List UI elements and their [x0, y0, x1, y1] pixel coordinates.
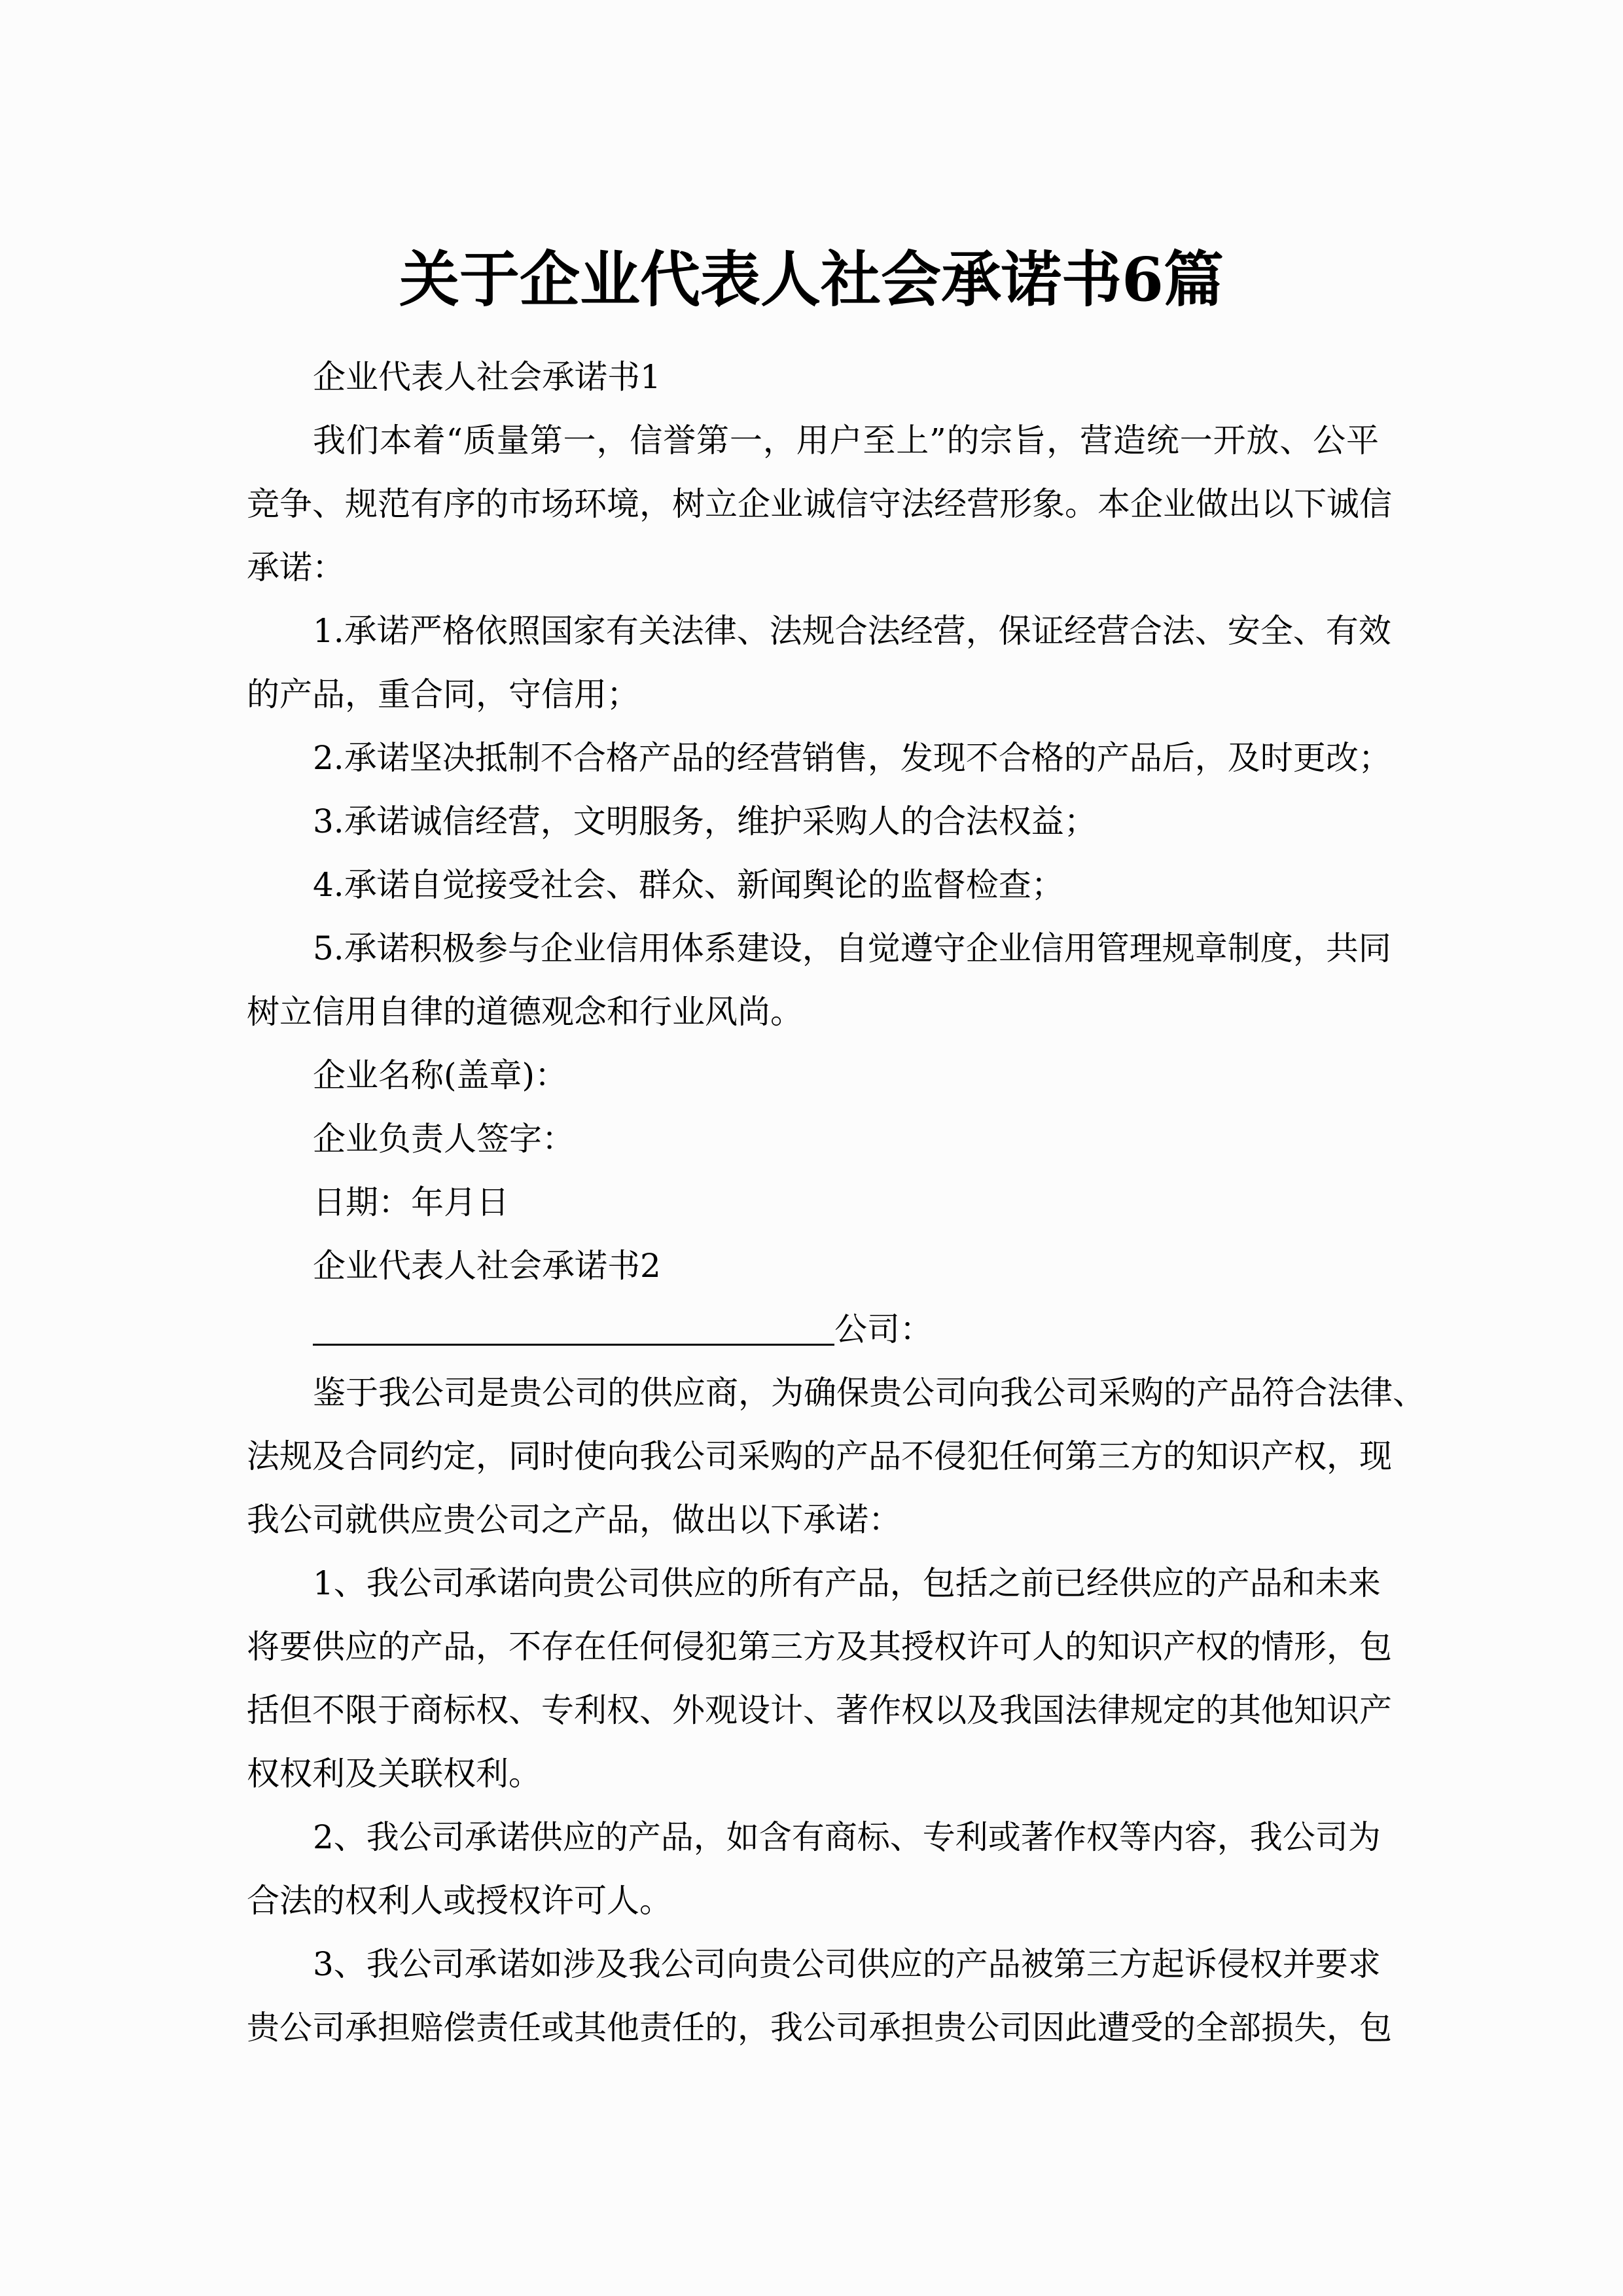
section-heading-1: 企业代表人社会承诺书1	[313, 358, 661, 396]
paragraph-line: 承诺：	[247, 548, 345, 586]
paragraph-line: 合法的权利人或授权许可人。	[247, 1882, 672, 1920]
commitment-item-4: 4.承诺自觉接受社会、群众、新闻舆论的监督检查；	[313, 866, 1064, 904]
commitment-item-1: 1、我公司承诺向贵公司供应的所有产品，包括之前已经供应的产品和未来	[313, 1564, 1381, 1602]
paragraph-line: 的产品，重合同，守信用；	[247, 675, 639, 713]
company-name-blank	[313, 1306, 834, 1346]
commitment-item-3: 3.承诺诚信经营，文明服务，维护采购人的合法权益；	[313, 802, 1097, 840]
company-name-seal-label: 企业名称(盖章)：	[313, 1056, 568, 1094]
paragraph-line: 法规及合同约定，同时使向我公司采购的产品不侵犯任何第三方的知识产权，现	[247, 1437, 1392, 1475]
commitment-item-2: 2.承诺坚决抵制不合格产品的经营销售，发现不合格的产品后，及时更改；	[313, 739, 1391, 777]
responsible-person-signature-label: 企业负责人签字：	[313, 1120, 575, 1158]
commitment-item-5: 5.承诺积极参与企业信用体系建设，自觉遵守企业信用管理规章制度，共同	[313, 929, 1391, 967]
addressee-suffix: 公司：	[834, 1310, 933, 1348]
page-title: 关于企业代表人社会承诺书6篇	[399, 243, 1224, 315]
commitment-item-3: 3、我公司承诺如涉及我公司向贵公司供应的产品被第三方起诉侵权并要求	[313, 1945, 1381, 1983]
paragraph-line: 我公司就供应贵公司之产品，做出以下承诺：	[247, 1501, 901, 1539]
paragraph-line: 竞争、规范有序的市场环境，树立企业诚信守法经营形象。本企业做出以下诚信	[247, 485, 1392, 523]
section-heading-2: 企业代表人社会承诺书2	[313, 1247, 661, 1285]
paragraph-line: 树立信用自律的道德观念和行业风尚。	[247, 993, 803, 1031]
paragraph-line: 贵公司承担赔偿责任或其他责任的，我公司承担贵公司因此遭受的全部损失，包	[247, 2009, 1392, 2047]
paragraph-line: 权权利及关联权利。	[247, 1755, 541, 1793]
paragraph-line: 鉴于我公司是贵公司的供应商，为确保贵公司向我公司采购的产品符合法律、	[313, 1374, 1425, 1412]
document-body	[247, 346, 1425, 2060]
commitment-item-1: 1.承诺严格依照国家有关法律、法规合法经营，保证经营合法、安全、有效	[313, 612, 1391, 650]
commitment-item-2: 2、我公司承诺供应的产品，如含有商标、专利或著作权等内容，我公司为	[313, 1818, 1381, 1856]
paragraph-line: 我们本着“质量第一，信誉第一，用户至上”的宗旨，营造统一开放、公平	[313, 422, 1379, 459]
paragraph-line: 括但不限于商标权、专利权、外观设计、著作权以及我国法律规定的其他知识产	[247, 1691, 1392, 1729]
paragraph-line: 将要供应的产品，不存在任何侵犯第三方及其授权许可人的知识产权的情形，包	[247, 1628, 1392, 1666]
addressee-line	[247, 1298, 1379, 1361]
date-label: 日期：年月日	[313, 1183, 509, 1221]
